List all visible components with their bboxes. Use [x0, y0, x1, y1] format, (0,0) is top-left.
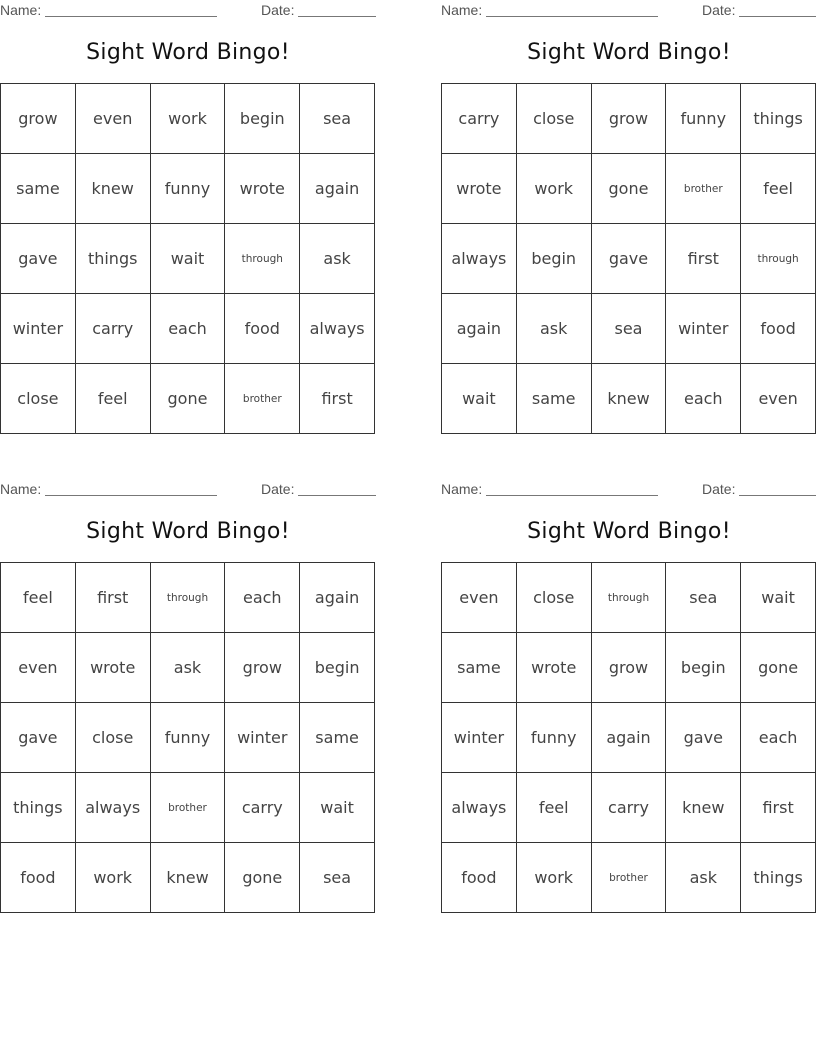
bingo-cell[interactable]: sea — [300, 843, 375, 913]
bingo-grid — [441, 562, 816, 913]
bingo-cell[interactable]: close — [517, 563, 592, 633]
bingo-cell[interactable]: sea — [666, 563, 741, 633]
card-header — [441, 479, 816, 499]
bingo-cell[interactable]: food — [442, 843, 517, 913]
bingo-cell[interactable]: carry — [76, 294, 151, 364]
bingo-cell[interactable]: wait — [741, 563, 816, 633]
bingo-cell[interactable]: even — [1, 633, 76, 703]
bingo-cell[interactable]: through — [151, 563, 226, 633]
bingo-cell[interactable]: gone — [741, 633, 816, 703]
bingo-cell[interactable]: even — [442, 563, 517, 633]
bingo-cell[interactable]: begin — [300, 633, 375, 703]
bingo-cell[interactable]: even — [741, 364, 816, 434]
bingo-cell[interactable]: knew — [76, 154, 151, 224]
bingo-cell[interactable]: even — [76, 84, 151, 154]
bingo-cell[interactable]: same — [442, 633, 517, 703]
bingo-grid — [441, 83, 816, 434]
bingo-cell[interactable]: funny — [517, 703, 592, 773]
bingo-cell[interactable]: things — [741, 84, 816, 154]
bingo-cell[interactable]: sea — [592, 294, 667, 364]
bingo-cell[interactable]: wait — [151, 224, 226, 294]
bingo-cell[interactable]: always — [442, 224, 517, 294]
bingo-cell[interactable]: wait — [300, 773, 375, 843]
bingo-cell[interactable]: carry — [442, 84, 517, 154]
bingo-cell[interactable]: first — [300, 364, 375, 434]
bingo-cell[interactable]: always — [442, 773, 517, 843]
bingo-cell[interactable]: gave — [1, 703, 76, 773]
bingo-cell[interactable]: wrote — [517, 633, 592, 703]
card-header — [0, 479, 376, 499]
bingo-cell[interactable]: knew — [151, 843, 226, 913]
date-field[interactable] — [739, 495, 816, 496]
bingo-cell[interactable]: wrote — [442, 154, 517, 224]
bingo-cell[interactable]: begin — [666, 633, 741, 703]
bingo-cell[interactable]: feel — [517, 773, 592, 843]
bingo-cell[interactable]: brother — [592, 843, 667, 913]
bingo-cell[interactable]: each — [225, 563, 300, 633]
date-field[interactable] — [298, 16, 376, 17]
bingo-cell[interactable]: winter — [442, 703, 517, 773]
bingo-cell[interactable]: begin — [517, 224, 592, 294]
bingo-card — [441, 0, 816, 440]
bingo-cell[interactable]: again — [300, 154, 375, 224]
bingo-cell[interactable]: wrote — [225, 154, 300, 224]
name-label: Name: — [441, 481, 483, 497]
bingo-cell[interactable]: feel — [1, 563, 76, 633]
bingo-cell[interactable]: food — [1, 843, 76, 913]
bingo-cell[interactable]: ask — [666, 843, 741, 913]
bingo-cell[interactable]: first — [76, 563, 151, 633]
bingo-cell[interactable]: again — [442, 294, 517, 364]
bingo-cell[interactable]: winter — [225, 703, 300, 773]
bingo-cell[interactable]: grow — [1, 84, 76, 154]
bingo-cell[interactable]: always — [76, 773, 151, 843]
bingo-cell[interactable]: ask — [151, 633, 226, 703]
bingo-grid — [0, 562, 375, 913]
bingo-cell[interactable]: close — [1, 364, 76, 434]
bingo-card — [441, 479, 816, 919]
bingo-cell[interactable]: gone — [225, 843, 300, 913]
bingo-cell[interactable]: grow — [225, 633, 300, 703]
card-header — [441, 0, 816, 20]
bingo-cell[interactable]: carry — [592, 773, 667, 843]
bingo-cell[interactable]: grow — [592, 84, 667, 154]
bingo-cell[interactable]: grow — [592, 633, 667, 703]
bingo-cell[interactable]: funny — [151, 703, 226, 773]
bingo-cell[interactable]: brother — [666, 154, 741, 224]
bingo-cell[interactable]: work — [76, 843, 151, 913]
card-title: Sight Word Bingo! — [86, 519, 290, 544]
bingo-cell[interactable]: things — [1, 773, 76, 843]
bingo-cell[interactable]: through — [741, 224, 816, 294]
bingo-cell[interactable]: same — [517, 364, 592, 434]
bingo-cell[interactable]: same — [300, 703, 375, 773]
bingo-cell[interactable]: knew — [592, 364, 667, 434]
date-field[interactable] — [298, 495, 376, 496]
bingo-cell[interactable]: same — [1, 154, 76, 224]
bingo-grid — [0, 83, 375, 434]
bingo-cell[interactable]: ask — [517, 294, 592, 364]
bingo-cell[interactable]: begin — [225, 84, 300, 154]
bingo-cell[interactable]: close — [76, 703, 151, 773]
date-label: Date: — [261, 2, 295, 18]
name-field[interactable] — [486, 495, 658, 496]
bingo-cell[interactable]: winter — [666, 294, 741, 364]
bingo-cell[interactable]: gave — [666, 703, 741, 773]
bingo-cell[interactable]: things — [76, 224, 151, 294]
bingo-cell[interactable]: funny — [666, 84, 741, 154]
bingo-cell[interactable]: feel — [76, 364, 151, 434]
bingo-card — [0, 479, 376, 919]
bingo-cell[interactable]: winter — [1, 294, 76, 364]
bingo-cell[interactable]: food — [741, 294, 816, 364]
bingo-cell[interactable]: brother — [151, 773, 226, 843]
bingo-cell[interactable]: funny — [151, 154, 226, 224]
name-field[interactable] — [45, 495, 217, 496]
date-field[interactable] — [739, 16, 816, 17]
card-title: Sight Word Bingo! — [527, 519, 731, 544]
date-label: Date: — [702, 481, 736, 497]
date-label: Date: — [702, 2, 736, 18]
bingo-cell[interactable]: gave — [592, 224, 667, 294]
name-field[interactable] — [486, 16, 658, 17]
bingo-cell[interactable]: each — [741, 703, 816, 773]
bingo-cell[interactable]: each — [666, 364, 741, 434]
bingo-cell[interactable]: knew — [666, 773, 741, 843]
bingo-cell[interactable]: ask — [300, 224, 375, 294]
bingo-cell[interactable]: through — [592, 563, 667, 633]
bingo-cell[interactable]: food — [225, 294, 300, 364]
bingo-cell[interactable]: work — [517, 154, 592, 224]
name-label: Name: — [0, 2, 42, 18]
bingo-cell[interactable]: first — [666, 224, 741, 294]
card-title: Sight Word Bingo! — [86, 40, 290, 65]
bingo-cell[interactable]: again — [592, 703, 667, 773]
bingo-cell[interactable]: first — [741, 773, 816, 843]
bingo-cell[interactable]: gone — [592, 154, 667, 224]
card-header — [0, 0, 376, 20]
bingo-cell[interactable]: work — [517, 843, 592, 913]
bingo-cell[interactable]: sea — [300, 84, 375, 154]
bingo-cell[interactable]: close — [517, 84, 592, 154]
bingo-cell[interactable]: feel — [741, 154, 816, 224]
card-title: Sight Word Bingo! — [527, 40, 731, 65]
bingo-cell[interactable]: wrote — [76, 633, 151, 703]
name-field[interactable] — [45, 16, 217, 17]
bingo-cell[interactable]: gone — [151, 364, 226, 434]
bingo-cell[interactable]: each — [151, 294, 226, 364]
bingo-card — [0, 0, 376, 440]
date-label: Date: — [261, 481, 295, 497]
bingo-cell[interactable]: through — [225, 224, 300, 294]
bingo-cell[interactable]: wait — [442, 364, 517, 434]
bingo-cell[interactable]: again — [300, 563, 375, 633]
bingo-cell[interactable]: gave — [1, 224, 76, 294]
bingo-cell[interactable]: always — [300, 294, 375, 364]
bingo-cell[interactable]: carry — [225, 773, 300, 843]
bingo-cell[interactable]: things — [741, 843, 816, 913]
name-label: Name: — [0, 481, 42, 497]
bingo-cell[interactable]: brother — [225, 364, 300, 434]
bingo-cell[interactable]: work — [151, 84, 226, 154]
name-label: Name: — [441, 2, 483, 18]
